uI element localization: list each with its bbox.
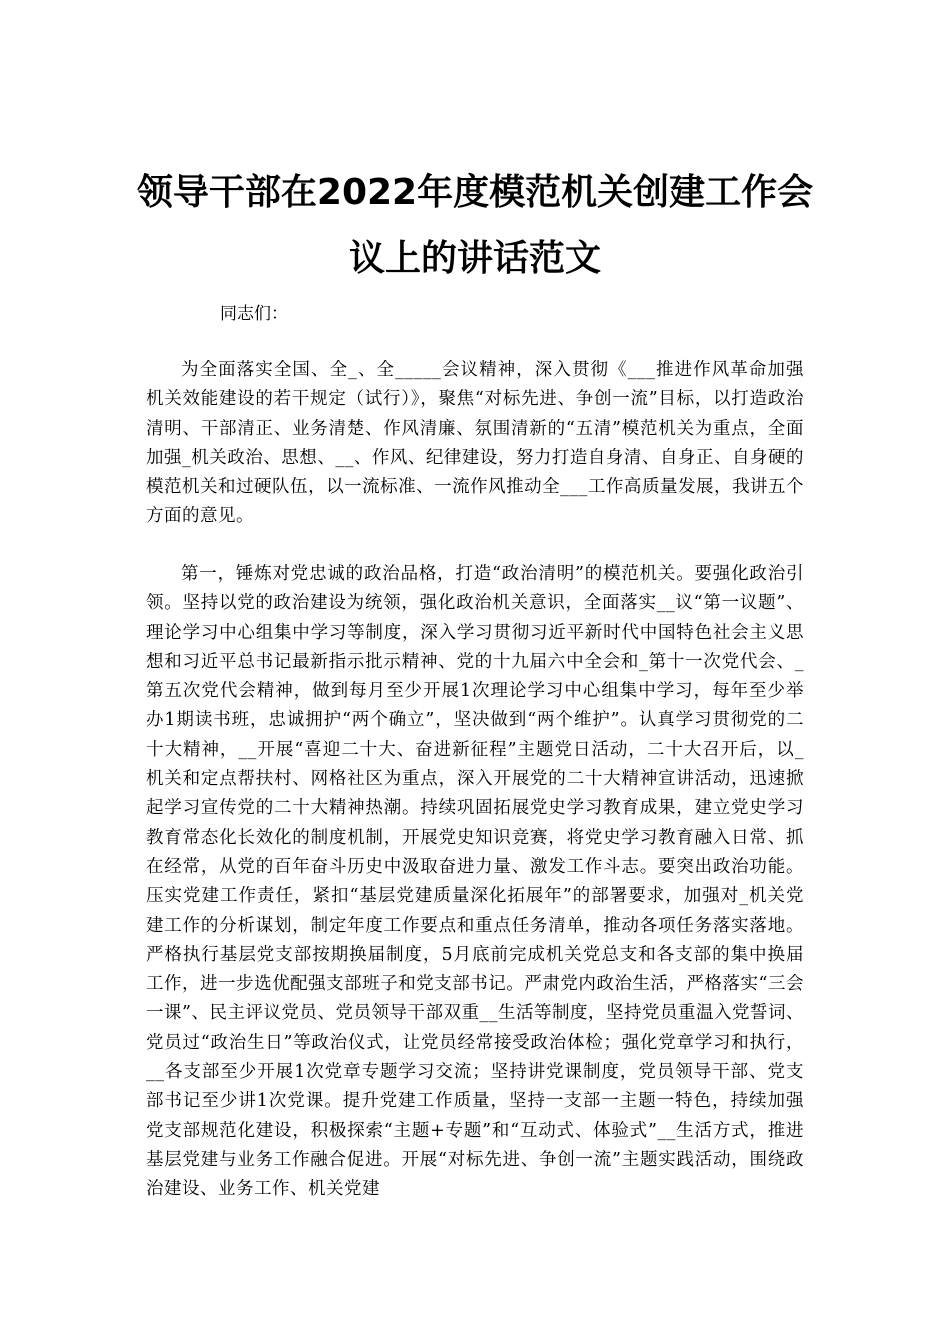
paragraph-first-point: 第一，锤炼对党忠诚的政治品格，打造“政治清明”的模范机关。要强化政治引领。坚持以党的政治建设为统领，强化政治机关意识，全面落实__议“第一议题”、理论学习中心组集中学习等制度，深入学习贯彻习近平新时代中国特色社会主义思想和习近平总书记最新指示批示精神、党的十九届六中全会和_第十一次党代会、_第五次党代会精神，做到每月至少开展1次理论学习中心组集中学习，每年至少举办1期读书班，忠诚拥护“两个确立”，坚决做到“两个维护”。认真学习贯彻党的二十大精神，__开展“喜迎二十大、奋进新征程”主题党日活动，二十大召开后，以_机关和定点帮扶村、网格社区为重点，深入开展党的二十大精神宣讲活动，迅速掀起学习宣传党的二十大精神热潮。持续巩固拓展党史学习教育成果，建立党史学习教育常态化长效化的制度机制，开展党史知识竞赛，将党史学习教育融入日常、抓在经常，从党的百年奋斗历史中汲取奋进力量、激发工作斗志。要突出政治功能。压实党建工作责任，紧扣“基层党建质量深化拓展年”的部署要求，加强对_机关党建工作的分析谋划，制定年度工作要点和重点任务清单，推动各项任务落实落地。严格执行基层党支部按期换届制度，5月底前完成机关党总支和各支部的集中换届工作，进一步选优配强支部班子和党支部书记。严肃党内政治生活，严格落实“三会一课”、民主评议党员、党员领导干部双重__生活等制度，坚持党员重温入党誓词、党员过“政治生日”等政治仪式，让党员经常接受政治体检；强化党章学习和执行，__各支部至少开展1次党章专题学习交流；坚持讲党课制度，党员领导干部、党支部书记至少讲1次党课。提升党建工作质量，坚持一支部一主题一特色，持续加强党支部规范化建设，积极探索“主题+专题”和“互动式、体验式”__生活方式，推进基层党建与业务工作融合促进。开展“对标先进、争创一流”主题实践活动，围绕政治建设、业务工作、机关党建 <box>146 564 804 1200</box>
greeting: 同志们： <box>220 304 288 324</box>
document-title: 领导干部在2022年度模范机关创建工作会议上的讲话范文 <box>136 172 814 279</box>
paragraph-intro: 为全面落实全国、全_、全_____会议精神，深入贯彻《___推进作风革命加强机关效能建设的若干规定（试行）》，聚焦“对标先进、争创一流”目标，以打造政治清明、干部清正、业务清楚、作风清廉、氛围清新的“五清”模范机关为重点，全面加强_机关政治、思想、__、作风、纪律建设，努力打造自身清、自身正、自身硬的模范机关和过硬队伍，以一流标准、一流作风推动全___工作高质量发展，我讲五个方面的意见。 <box>146 360 804 527</box>
